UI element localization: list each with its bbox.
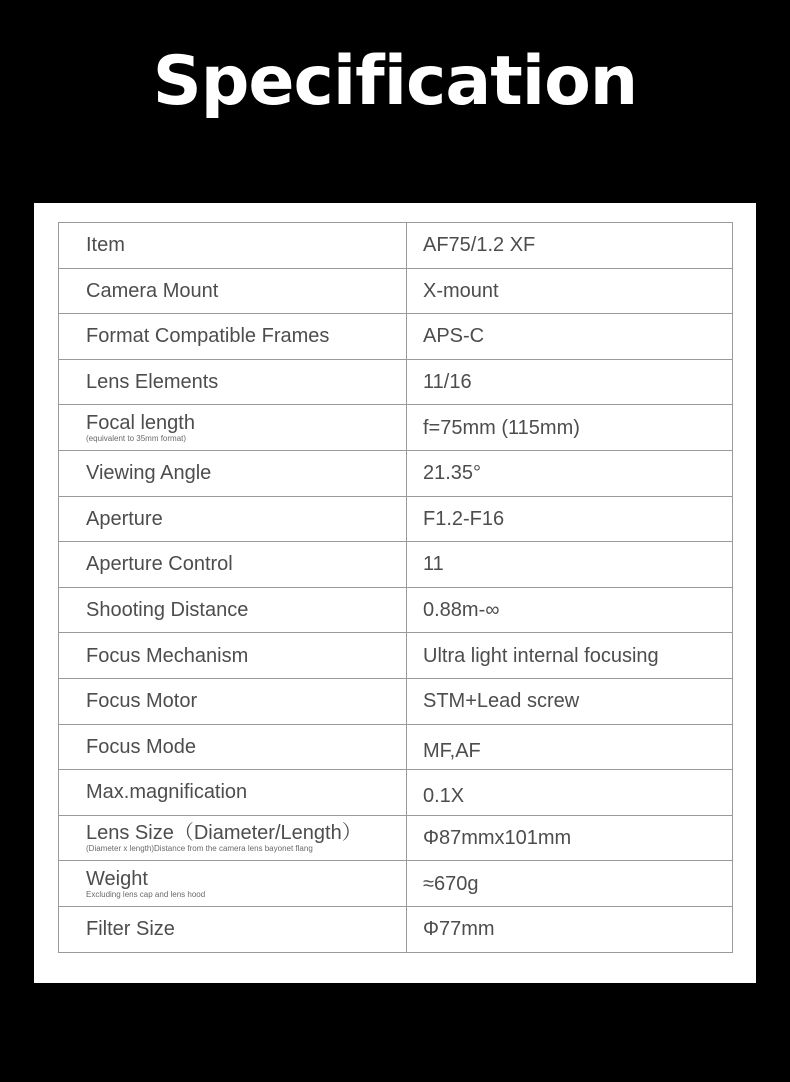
table-row-focus-motor [59, 678, 733, 724]
row-value-cell [407, 359, 733, 405]
row-label-cell [59, 861, 407, 907]
row-label-cell [59, 359, 407, 405]
row-label: Weight [86, 867, 148, 890]
row-label-note: (equivalent to 35mm format) [86, 433, 187, 443]
row-label: Lens Size（Diameter/Length） [86, 822, 362, 845]
row-label: Lens Elements [86, 371, 219, 394]
table-row-lens-elements [59, 359, 733, 405]
row-label: Aperture [86, 507, 163, 530]
row-value: f=75mm (115mm) [423, 416, 580, 439]
row-label-cell [59, 633, 407, 679]
row-value-cell [407, 906, 733, 952]
row-value-cell [407, 770, 733, 816]
row-value: STM+Lead screw [423, 690, 580, 713]
row-label: Filter Size [86, 918, 175, 941]
table-row-camera-mount [59, 268, 733, 314]
row-value: 11/16 [423, 371, 472, 394]
row-value-cell [407, 314, 733, 360]
table-row-shooting-distance [59, 587, 733, 633]
row-value-cell [407, 678, 733, 724]
row-value: 11 [423, 553, 444, 576]
row-label-cell [59, 268, 407, 314]
specification-panel [34, 203, 756, 983]
row-value-cell [407, 815, 733, 861]
table-row-aperture-control [59, 542, 733, 588]
row-label-cell [59, 770, 407, 816]
row-value: 0.1X [423, 785, 465, 808]
row-label-cell [59, 314, 407, 360]
row-label: Shooting Distance [86, 599, 249, 622]
row-value-cell [407, 861, 733, 907]
row-label-cell [59, 542, 407, 588]
table-row-aperture [59, 496, 733, 542]
row-label: Format Compatible Frames [86, 325, 330, 348]
row-value: APS-C [423, 325, 485, 348]
table-row-item [59, 223, 733, 269]
row-label: Camera Mount [86, 279, 219, 302]
table-row-viewing-angle [59, 450, 733, 496]
table-row-format [59, 314, 733, 360]
row-label-cell [59, 678, 407, 724]
page-title: Specification [152, 42, 638, 121]
row-value-cell [407, 587, 733, 633]
row-value: ≈670g [423, 872, 479, 895]
row-label-note: Excluding lens cap and lens hood [86, 889, 206, 899]
row-label-cell [59, 223, 407, 269]
row-label: Focus Mechanism [86, 644, 249, 667]
table-row-max-magnification [59, 770, 733, 816]
row-label: Viewing Angle [86, 462, 212, 485]
table-row-weight [59, 861, 733, 907]
row-label-cell [59, 906, 407, 952]
row-label: Item [86, 234, 125, 257]
table-row-lens-size [59, 815, 733, 861]
row-value: MF,AF [423, 739, 481, 762]
table-row-focus-mode [59, 724, 733, 770]
row-value-cell [407, 450, 733, 496]
table-row-focus-mechanism [59, 633, 733, 679]
row-value-cell [407, 223, 733, 269]
row-label-cell [59, 450, 407, 496]
row-value-cell [407, 724, 733, 770]
row-value-cell [407, 633, 733, 679]
row-value: F1.2-F16 [423, 507, 505, 530]
row-value: 21.35° [423, 462, 482, 485]
row-label: Focus Motor [86, 690, 198, 713]
row-label-cell [59, 496, 407, 542]
row-value: X-mount [423, 279, 499, 302]
row-value-cell [407, 542, 733, 588]
row-label: Focus Mode [86, 735, 197, 758]
specification-table [58, 222, 733, 953]
row-value-cell [407, 268, 733, 314]
row-label-cell [59, 724, 407, 770]
row-value-cell [407, 405, 733, 451]
row-value-cell [407, 496, 733, 542]
row-label: Max.magnification [86, 781, 248, 804]
row-label-cell [59, 815, 407, 861]
row-label-cell [59, 405, 407, 451]
row-value: 0.88m-∞ [423, 599, 500, 622]
row-label-note: (Diameter x length)Distance from the camera lens bayonet flang [86, 844, 313, 854]
row-value: Φ77mm [423, 918, 495, 941]
table-row-focal-length [59, 405, 733, 451]
row-label: Aperture Control [86, 553, 233, 576]
row-value: AF75/1.2 XF [423, 234, 536, 257]
row-label: Focal length [86, 411, 195, 434]
table-row-filter-size [59, 906, 733, 952]
row-value: Φ87mmx101mm [423, 827, 572, 850]
row-value: Ultra light internal focusing [423, 644, 659, 667]
row-label-cell [59, 587, 407, 633]
